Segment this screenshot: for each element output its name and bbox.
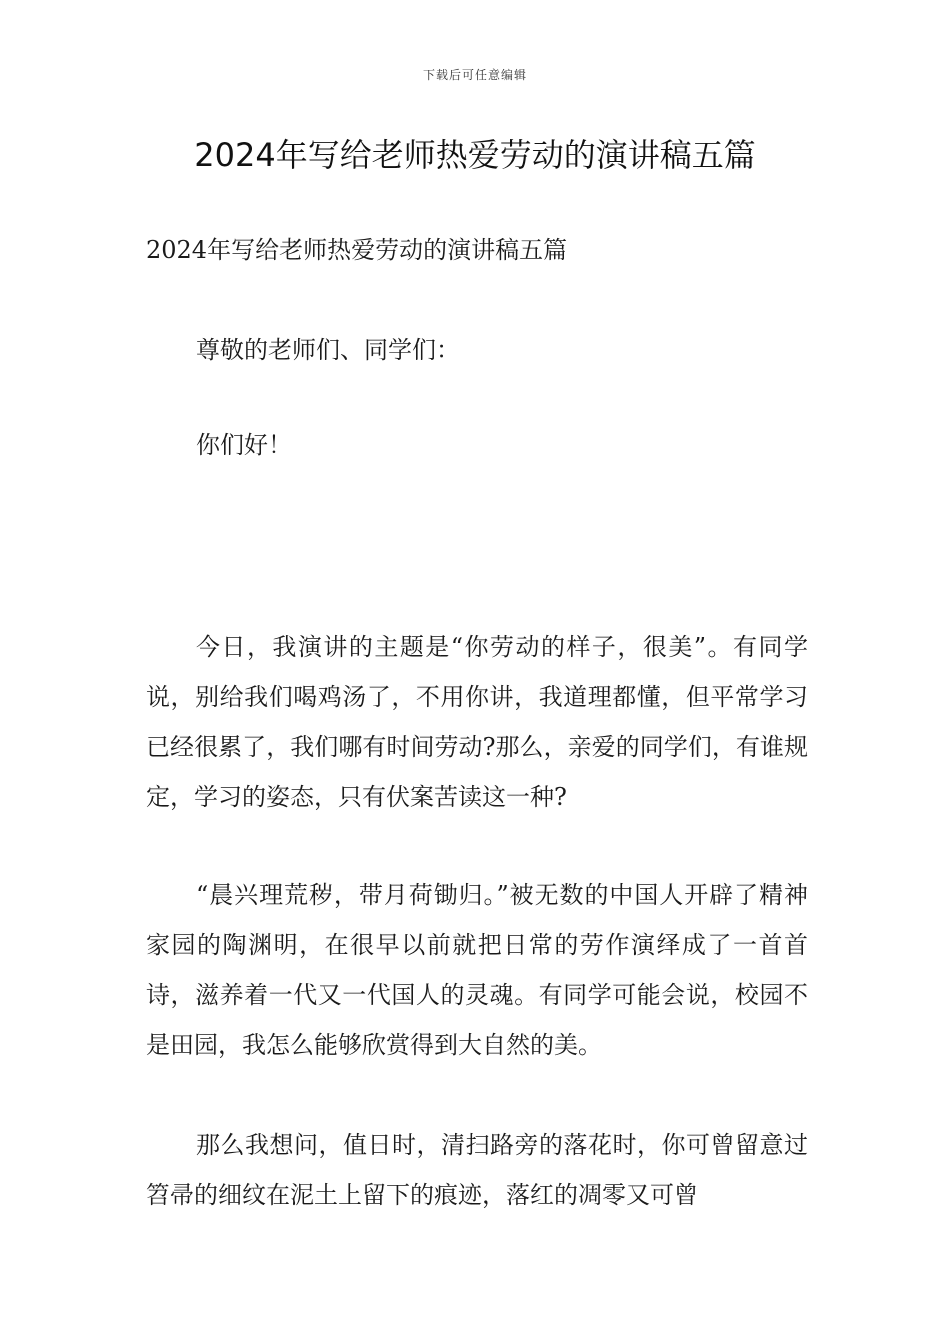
hello-line: 你们好！ [196,431,292,459]
paragraph-3: 那么我想问，值日时，清扫路旁的落花时，你可曾留意过笤帚的细纹在泥土上留下的痕迹，落红的凋零又可曾 [146,1131,808,1209]
document-title: 2024年写给老师热爱劳动的演讲稿五篇 [194,136,756,174]
header-note: 下载后可任意编辑 [422,68,527,82]
greeting-line: 尊敬的老师们、同学们： [196,336,460,364]
document-subtitle: 2024年写给老师热爱劳动的演讲稿五篇 [146,236,568,264]
paragraph-2: “晨兴理荒秽，带月荷锄归。”被无数的中国人开辟了精神家园的陶渊明，在很早以前就把日常的劳作演绎成了一首首诗，滋养着一代又一代国人的灵魂。有同学可能会说，校园不是田园，我怎么能够欣赏得到大自然的美。 [146,881,808,1059]
paragraph-1: 今日，我演讲的主题是“你劳动的样子，很美”。有同学说，别给我们喝鸡汤了，不用你讲，我道理都懂，但平常学习已经很累了，我们哪有时间劳动?那么，亲爱的同学们，有谁规定，学习的姿态，只有伏案苦读这一种? [146,633,808,811]
